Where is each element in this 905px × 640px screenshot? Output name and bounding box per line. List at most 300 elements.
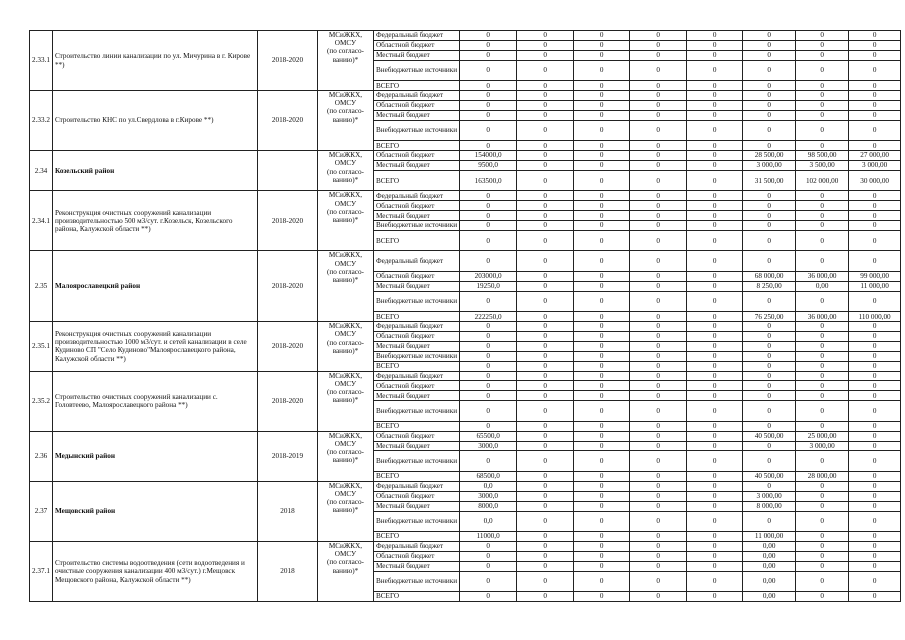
executor-line: МСиЖКХ, — [328, 31, 363, 39]
amount-cell: 0 — [743, 91, 796, 101]
item-number: 2.36 — [30, 431, 53, 481]
amount-cell: 0 — [630, 441, 687, 451]
amount-cell: 0 — [630, 532, 687, 542]
amount-cell: 0 — [849, 291, 901, 312]
amount-cell: 0 — [687, 541, 743, 551]
funding-source: Федеральный бюджет — [373, 541, 459, 551]
item-number: 2.35 — [30, 251, 53, 322]
amount-cell: 0 — [687, 291, 743, 312]
amount-cell: 0 — [743, 230, 796, 251]
amount-cell: 0 — [460, 230, 517, 251]
amount-cell: 0 — [574, 431, 630, 441]
amount-cell: 0 — [849, 60, 901, 81]
executor-line: ванию)* — [332, 216, 359, 225]
amount-cell: 0 — [743, 451, 796, 472]
amount-cell: 0 — [574, 341, 630, 351]
amount-cell: 11 000,00 — [849, 281, 901, 291]
amount-cell: 0 — [460, 211, 517, 221]
amount-cell: 0 — [743, 251, 796, 272]
amount-cell: 0 — [460, 592, 517, 602]
funding-source: ВСЕГО — [373, 170, 459, 191]
item-executor — [317, 371, 373, 431]
amount-cell: 0 — [460, 40, 517, 50]
amount-cell: 0 — [574, 371, 630, 381]
item-name: Строительство КНС по ул.Свердлова в г.Кирове **) — [52, 91, 257, 151]
amount-cell: 0 — [687, 491, 743, 501]
funding-source: Местный бюджет — [373, 341, 459, 351]
amount-cell: 0 — [743, 511, 796, 532]
executor-line: (по согласо- — [326, 448, 364, 457]
executor-line: МСиЖКХ, — [328, 322, 363, 331]
amount-cell: 0 — [796, 230, 849, 251]
amount-cell: 3 000,00 — [743, 491, 796, 501]
item-name: Реконструкция очистных сооружений канализации производительностью 1000 м3/сут. и сетей канализации в селе Кудиново СП "Село Кудиново"Малоярославецкого района, Калужской области **) — [52, 322, 257, 371]
amount-cell: 0 — [849, 91, 901, 101]
amount-cell: 0 — [687, 332, 743, 342]
amount-cell: 0 — [796, 221, 849, 231]
amount-cell: 0 — [687, 381, 743, 391]
amount-cell: 0 — [743, 361, 796, 371]
amount-cell: 0 — [630, 110, 687, 120]
amount-cell: 0 — [687, 421, 743, 431]
amount-cell: 0 — [630, 551, 687, 561]
funding-source: Местный бюджет — [373, 211, 459, 221]
amount-cell: 0 — [687, 230, 743, 251]
funding-source: Областной бюджет — [373, 100, 459, 110]
amount-cell: 0 — [849, 141, 901, 151]
amount-cell: 0 — [630, 100, 687, 110]
amount-cell: 0 — [574, 361, 630, 371]
budget-table — [29, 30, 901, 602]
document-page — [29, 30, 901, 602]
amount-cell: 222250,0 — [460, 312, 517, 322]
amount-cell: 0 — [796, 551, 849, 561]
amount-cell: 0 — [630, 351, 687, 361]
amount-cell: 0 — [517, 532, 574, 542]
amount-cell: 0 — [517, 381, 574, 391]
amount-cell: 0 — [743, 60, 796, 81]
funding-source: Внебюджетные источники — [373, 571, 459, 592]
amount-cell: 0 — [796, 481, 849, 491]
amount-cell: 31 500,00 — [743, 170, 796, 191]
amount-cell: 0 — [687, 201, 743, 211]
table-row — [30, 191, 901, 201]
amount-cell: 0 — [460, 551, 517, 561]
executor-line: ОМСУ — [334, 99, 357, 108]
amount-cell: 0 — [743, 81, 796, 91]
amount-cell: 0 — [849, 471, 901, 481]
amount-cell: 0 — [849, 31, 901, 41]
amount-cell: 0 — [574, 551, 630, 561]
amount-cell: 0 — [849, 351, 901, 361]
amount-cell: 0 — [517, 120, 574, 141]
amount-cell: 0 — [630, 281, 687, 291]
funding-source: Местный бюджет — [373, 561, 459, 571]
amount-cell: 110 000,00 — [849, 312, 901, 322]
amount-cell: 0 — [849, 441, 901, 451]
funding-source: ВСЕГО — [373, 141, 459, 151]
funding-source: Областной бюджет — [373, 201, 459, 211]
amount-cell: 3 500,00 — [796, 161, 849, 171]
amount-cell: 0 — [743, 40, 796, 50]
amount-cell: 0 — [687, 471, 743, 481]
amount-cell: 163500,0 — [460, 170, 517, 191]
amount-cell: 0 — [517, 361, 574, 371]
amount-cell: 0 — [460, 120, 517, 141]
executor-line: МСиЖКХ, — [328, 91, 363, 100]
amount-cell: 3000,0 — [460, 491, 517, 501]
amount-cell: 0 — [517, 371, 574, 381]
amount-cell: 0 — [517, 431, 574, 441]
amount-cell: 0 — [687, 561, 743, 571]
amount-cell: 0 — [574, 391, 630, 401]
amount-cell: 0 — [743, 291, 796, 312]
amount-cell: 3 000,00 — [849, 161, 901, 171]
funding-source: Местный бюджет — [373, 441, 459, 451]
amount-cell: 0 — [517, 151, 574, 161]
amount-cell: 0 — [517, 230, 574, 251]
amount-cell: 28 000,00 — [796, 471, 849, 481]
amount-cell: 0 — [630, 541, 687, 551]
amount-cell: 0,00 — [743, 571, 796, 592]
amount-cell: 0 — [460, 31, 517, 41]
item-name: Мещовский район — [52, 481, 257, 541]
executor-line: МСиЖКХ, — [328, 191, 363, 200]
executor-line: МСиЖКХ, — [328, 151, 363, 160]
amount-cell: 0 — [630, 561, 687, 571]
amount-cell: 0 — [574, 312, 630, 322]
amount-cell: 0 — [574, 592, 630, 602]
executor-line: ОМСУ — [334, 39, 357, 48]
amount-cell: 0 — [517, 561, 574, 571]
amount-cell: 0 — [849, 230, 901, 251]
item-period: 2018-2020 — [257, 91, 317, 151]
amount-cell: 0 — [687, 351, 743, 361]
amount-cell: 0 — [687, 511, 743, 532]
funding-source: Областной бюджет — [373, 271, 459, 281]
amount-cell: 0 — [574, 322, 630, 332]
amount-cell: 0 — [796, 81, 849, 91]
amount-cell: 0 — [460, 322, 517, 332]
funding-source: Областной бюджет — [373, 381, 459, 391]
amount-cell: 0 — [574, 561, 630, 571]
amount-cell: 0,00 — [796, 281, 849, 291]
item-name: Строительство линии канализации по ул. Мичурина в г. Кирове **) — [52, 31, 257, 91]
executor-line: (по согласо- — [326, 388, 364, 396]
amount-cell: 0 — [630, 361, 687, 371]
funding-source: Местный бюджет — [373, 161, 459, 171]
amount-cell: 0 — [574, 441, 630, 451]
item-period: 2018-2020 — [257, 371, 317, 431]
amount-cell: 0 — [630, 211, 687, 221]
amount-cell: 0 — [460, 81, 517, 91]
amount-cell: 0 — [630, 491, 687, 501]
amount-cell: 0 — [630, 471, 687, 481]
amount-cell: 0 — [796, 361, 849, 371]
amount-cell: 0 — [687, 110, 743, 120]
amount-cell: 0 — [796, 371, 849, 381]
executor-line: МСиЖКХ, — [328, 431, 363, 440]
funding-source: Внебюджетные источники — [373, 401, 459, 422]
executor-line: ванию)* — [332, 346, 359, 355]
amount-cell: 0 — [796, 451, 849, 472]
amount-cell: 0 — [743, 31, 796, 41]
table-row — [30, 431, 901, 441]
amount-cell: 0 — [630, 571, 687, 592]
amount-cell: 0 — [630, 230, 687, 251]
amount-cell: 0 — [796, 120, 849, 141]
funding-source: Внебюджетные источники — [373, 60, 459, 81]
amount-cell: 0 — [796, 322, 849, 332]
amount-cell: 0 — [796, 501, 849, 511]
amount-cell: 0 — [460, 381, 517, 391]
amount-cell: 0 — [630, 120, 687, 141]
amount-cell: 0 — [849, 491, 901, 501]
funding-source: Внебюджетные источники — [373, 291, 459, 312]
amount-cell: 0 — [849, 551, 901, 561]
amount-cell: 0 — [517, 332, 574, 342]
amount-cell: 0 — [574, 110, 630, 120]
amount-cell: 0 — [796, 341, 849, 351]
amount-cell: 0 — [517, 100, 574, 110]
amount-cell: 0 — [849, 501, 901, 511]
amount-cell: 0 — [630, 391, 687, 401]
amount-cell: 0 — [796, 391, 849, 401]
amount-cell: 0 — [796, 211, 849, 221]
amount-cell: 0 — [460, 91, 517, 101]
amount-cell: 0 — [574, 332, 630, 342]
amount-cell: 0 — [849, 532, 901, 542]
amount-cell: 0 — [517, 281, 574, 291]
executor-line: МСиЖКХ, — [328, 541, 363, 550]
amount-cell: 0 — [796, 561, 849, 571]
amount-cell: 0 — [574, 221, 630, 231]
amount-cell: 0 — [849, 81, 901, 91]
amount-cell: 0 — [849, 50, 901, 60]
amount-cell: 0 — [460, 391, 517, 401]
item-executor — [317, 151, 373, 191]
amount-cell: 36 000,00 — [796, 271, 849, 281]
amount-cell: 9500,0 — [460, 161, 517, 171]
funding-source: ВСЕГО — [373, 532, 459, 542]
amount-cell: 0 — [517, 401, 574, 422]
amount-cell: 0 — [687, 501, 743, 511]
amount-cell: 0 — [687, 211, 743, 221]
amount-cell: 0 — [630, 141, 687, 151]
amount-cell: 0 — [517, 592, 574, 602]
amount-cell: 0 — [630, 511, 687, 532]
amount-cell: 0 — [743, 401, 796, 422]
amount-cell: 0 — [849, 211, 901, 221]
amount-cell: 0 — [574, 451, 630, 472]
amount-cell: 0 — [687, 592, 743, 602]
funding-source: ВСЕГО — [373, 81, 459, 91]
amount-cell: 0 — [574, 381, 630, 391]
amount-cell: 0 — [517, 541, 574, 551]
executor-line: ОМСУ — [334, 379, 357, 388]
amount-cell: 0 — [574, 81, 630, 91]
amount-cell: 0 — [687, 401, 743, 422]
amount-cell: 0 — [743, 191, 796, 201]
amount-cell: 8000,0 — [460, 501, 517, 511]
executor-line: МСиЖКХ, — [328, 371, 363, 380]
amount-cell: 0 — [849, 421, 901, 431]
item-executor — [317, 431, 373, 481]
executor-line: ОМСУ — [334, 199, 357, 208]
amount-cell: 28 500,00 — [743, 151, 796, 161]
amount-cell: 0 — [517, 91, 574, 101]
amount-cell: 0 — [574, 501, 630, 511]
amount-cell: 0 — [687, 170, 743, 191]
amount-cell: 0 — [687, 161, 743, 171]
amount-cell: 0 — [796, 381, 849, 391]
funding-source: Внебюджетные источники — [373, 511, 459, 532]
amount-cell: 0 — [796, 421, 849, 431]
amount-cell: 0 — [460, 50, 517, 60]
amount-cell: 0 — [796, 571, 849, 592]
amount-cell: 0 — [460, 60, 517, 81]
table-row — [30, 322, 901, 332]
amount-cell: 0 — [687, 371, 743, 381]
amount-cell: 0 — [743, 141, 796, 151]
funding-source: Федеральный бюджет — [373, 91, 459, 101]
item-period: 2018-2020 — [257, 31, 317, 91]
funding-source: Областной бюджет — [373, 40, 459, 50]
amount-cell: 0 — [796, 251, 849, 272]
amount-cell: 0 — [849, 322, 901, 332]
amount-cell: 3 000,00 — [796, 441, 849, 451]
funding-source: Местный бюджет — [373, 391, 459, 401]
amount-cell: 0 — [630, 91, 687, 101]
amount-cell: 0 — [687, 221, 743, 231]
amount-cell: 0 — [574, 401, 630, 422]
amount-cell: 0 — [517, 291, 574, 312]
amount-cell: 203000,0 — [460, 271, 517, 281]
funding-source: ВСЕГО — [373, 471, 459, 481]
funding-source: Федеральный бюджет — [373, 31, 459, 41]
item-period: 2018-2020 — [257, 322, 317, 371]
amount-cell: 0 — [574, 471, 630, 481]
item-period: 2018-2020 — [257, 191, 317, 251]
amount-cell: 0 — [460, 341, 517, 351]
amount-cell: 0 — [849, 381, 901, 391]
funding-source: Федеральный бюджет — [373, 322, 459, 332]
amount-cell: 0 — [517, 341, 574, 351]
funding-source: Областной бюджет — [373, 491, 459, 501]
table-row — [30, 541, 901, 551]
executor-line: ОМСУ — [334, 550, 357, 559]
amount-cell: 0 — [630, 312, 687, 322]
amount-cell: 3000,0 — [460, 441, 517, 451]
amount-cell: 0 — [630, 431, 687, 441]
amount-cell: 0 — [630, 501, 687, 511]
amount-cell: 11 000,00 — [743, 532, 796, 542]
amount-cell: 0 — [743, 481, 796, 491]
funding-source: Федеральный бюджет — [373, 481, 459, 491]
amount-cell: 0 — [574, 40, 630, 50]
amount-cell: 0 — [630, 81, 687, 91]
executor-line: ванию)* — [332, 276, 359, 285]
amount-cell: 36 000,00 — [796, 312, 849, 322]
amount-cell: 8 000,00 — [743, 501, 796, 511]
amount-cell: 0 — [517, 141, 574, 151]
amount-cell: 68 000,00 — [743, 271, 796, 281]
amount-cell: 0 — [460, 571, 517, 592]
amount-cell: 0 — [687, 141, 743, 151]
amount-cell: 0 — [630, 221, 687, 231]
amount-cell: 0 — [574, 541, 630, 551]
funding-source: Внебюджетные источники — [373, 351, 459, 361]
item-period: 2018-2019 — [257, 431, 317, 481]
amount-cell: 0 — [743, 332, 796, 342]
table-row — [30, 91, 901, 101]
executor-line: (по согласо- — [326, 207, 364, 216]
amount-cell: 0 — [849, 341, 901, 351]
item-name: Козельский район — [52, 151, 257, 191]
amount-cell: 0 — [574, 170, 630, 191]
amount-cell: 0 — [687, 312, 743, 322]
amount-cell: 0 — [796, 332, 849, 342]
amount-cell: 0 — [687, 271, 743, 281]
item-name: Малоярославецкий район — [52, 251, 257, 322]
amount-cell: 0 — [574, 211, 630, 221]
amount-cell: 0 — [574, 201, 630, 211]
executor-line: ОМСУ — [334, 439, 357, 448]
amount-cell: 0 — [517, 81, 574, 91]
amount-cell: 0 — [743, 381, 796, 391]
funding-source: Областной бюджет — [373, 332, 459, 342]
amount-cell: 0 — [517, 481, 574, 491]
table-row — [30, 481, 901, 491]
amount-cell: 0 — [687, 441, 743, 451]
amount-cell: 0 — [630, 481, 687, 491]
amount-cell: 0,00 — [743, 541, 796, 551]
amount-cell: 0 — [796, 110, 849, 120]
item-name: Строительство очистных сооружений канализации с. Головтеево, Малоярославецкого района **) — [52, 371, 257, 431]
amount-cell: 0 — [796, 592, 849, 602]
amount-cell: 0 — [796, 511, 849, 532]
amount-cell: 0 — [630, 451, 687, 472]
amount-cell: 0 — [796, 31, 849, 41]
funding-source: Федеральный бюджет — [373, 371, 459, 381]
amount-cell: 0 — [796, 491, 849, 501]
funding-source: Федеральный бюджет — [373, 191, 459, 201]
amount-cell: 0 — [743, 391, 796, 401]
executor-line: ОМСУ — [334, 159, 357, 168]
amount-cell: 0 — [574, 491, 630, 501]
amount-cell: 0 — [574, 60, 630, 81]
amount-cell: 0 — [849, 561, 901, 571]
amount-cell: 0 — [687, 191, 743, 201]
item-period: 2018-2020 — [257, 251, 317, 322]
executor-line: ванию)* — [332, 566, 359, 575]
executor-line: (по согласо- — [326, 167, 364, 176]
amount-cell: 0 — [630, 592, 687, 602]
amount-cell: 0 — [517, 351, 574, 361]
amount-cell: 0 — [796, 541, 849, 551]
amount-cell: 0 — [630, 421, 687, 431]
amount-cell: 0 — [460, 421, 517, 431]
amount-cell: 0 — [460, 251, 517, 272]
amount-cell: 0 — [460, 351, 517, 361]
executor-line: ванию)* — [332, 456, 359, 465]
amount-cell: 0 — [460, 541, 517, 551]
amount-cell: 0 — [460, 100, 517, 110]
amount-cell: 0 — [743, 201, 796, 211]
funding-source: ВСЕГО — [373, 312, 459, 322]
executor-line: (по согласо- — [326, 338, 364, 347]
executor-line: ванию)* — [332, 55, 359, 64]
